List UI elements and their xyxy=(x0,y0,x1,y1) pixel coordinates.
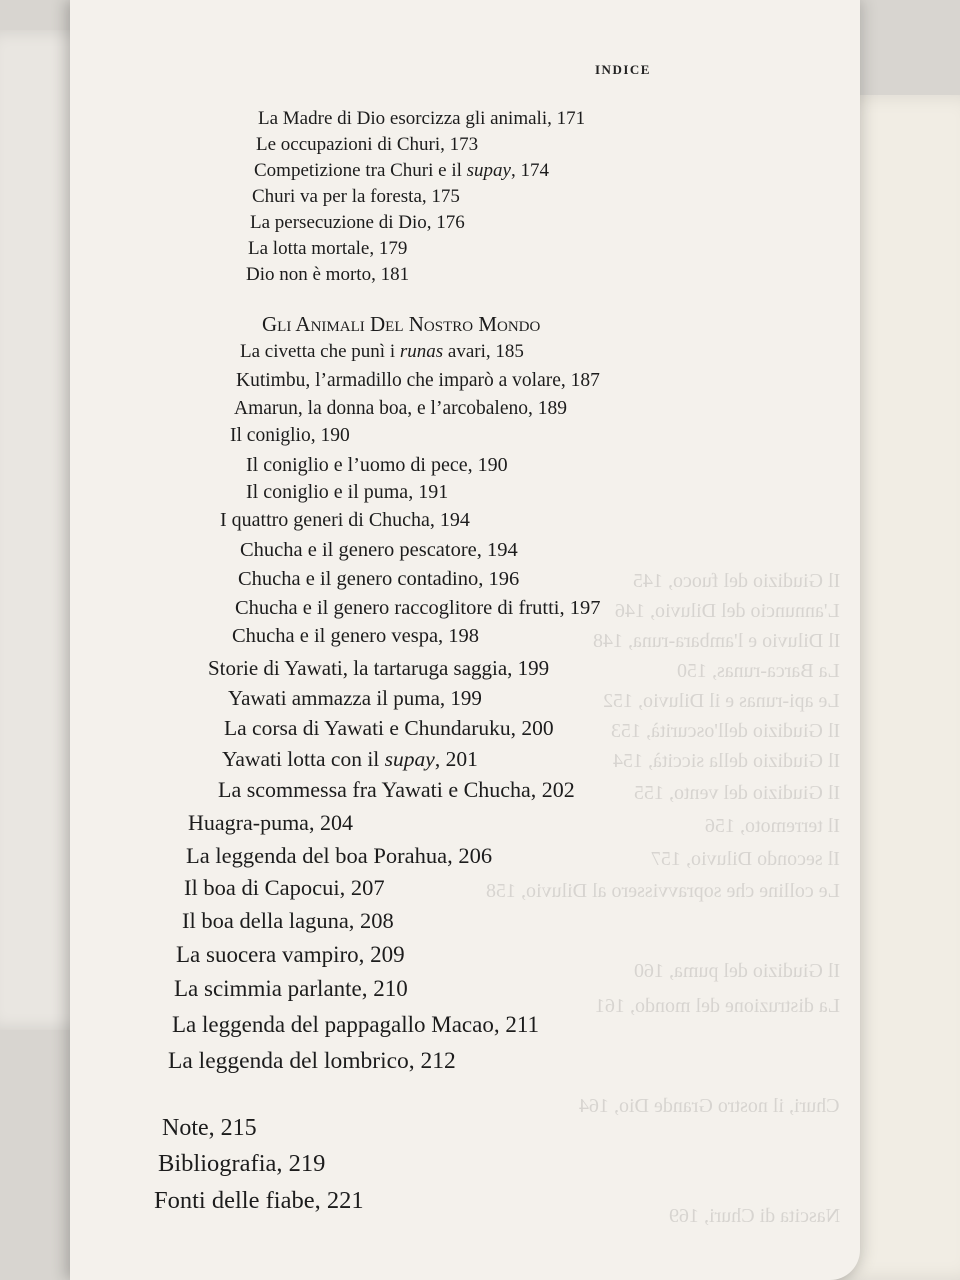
toc-entry: Churi va per la foresta, 175 xyxy=(252,186,460,207)
toc-entry: Amarun, la donna boa, e l’arcobaleno, 189 xyxy=(234,398,568,419)
toc-entry: Dio non è morto, 181 xyxy=(246,264,410,285)
bleed-through-line: Il Giudizio della siccità, 154 xyxy=(612,750,840,772)
toc-entry: La leggenda del pappagallo Macao, 211 xyxy=(172,1012,540,1037)
back-matter-entry: Fonti delle fiabe, 221 xyxy=(154,1187,364,1214)
bleed-through-line: Il secondo Diluvio, 157 xyxy=(651,848,840,870)
toc-entry: La persecuzione di Dio, 176 xyxy=(250,212,465,233)
index-page xyxy=(70,0,860,1280)
toc-entry: Il coniglio, 190 xyxy=(230,425,350,446)
toc-entry: Huagra-puma, 204 xyxy=(188,810,353,835)
bleed-through-line: Il Giudizio del fuoco, 145 xyxy=(632,570,840,592)
running-header: INDICE xyxy=(595,62,651,77)
toc-entry: La lotta mortale, 179 xyxy=(248,238,408,259)
bleed-through-line: Il Giudizio del vento, 155 xyxy=(633,782,840,804)
entry-page-number: , 174 xyxy=(510,160,549,181)
toc-entry: La leggenda del lombrico, 212 xyxy=(168,1048,456,1074)
entry-title-italic: supay xyxy=(384,747,435,771)
toc-entry: Il boa della laguna, 208 xyxy=(182,908,394,933)
entry-title-part: La civetta che punì i xyxy=(240,341,400,362)
toc-entry: La scimmia parlante, 210 xyxy=(174,976,408,1001)
toc-entry: Kutimbu, l’armadillo che imparò a volare, 187 xyxy=(236,370,600,391)
entry-title-italic: runas xyxy=(399,341,444,362)
toc-entry: La corsa di Yawati e Chundaruku, 200 xyxy=(224,716,554,740)
toc-entry: Il coniglio e l’uomo di pece, 190 xyxy=(246,454,508,476)
bleed-through-line: Le api-runas e il Diluvio, 152 xyxy=(603,690,840,712)
toc-entry: Chucha e il genero raccoglitore di frutti, 197 xyxy=(235,597,601,619)
toc-entry: La suocera vampiro, 209 xyxy=(176,942,405,967)
bleed-through-line: La Barca-runas, 150 xyxy=(677,660,840,682)
bleed-through-line: La distruzione del mondo, 161 xyxy=(595,995,840,1017)
back-matter-entry: Note, 215 xyxy=(162,1115,257,1141)
entry-page-number: , 201 xyxy=(434,747,478,771)
bleed-through-line: Il Diluvio e l'ambara-runa, 148 xyxy=(592,630,840,652)
entry-title-part: Yawati lotta con il xyxy=(222,747,385,771)
bleed-through-line: Le colline che sopravvissero al Diluvio, 158 xyxy=(486,880,840,902)
toc-entry: I quattro generi di Chucha, 194 xyxy=(220,509,470,531)
toc-entry: Il coniglio e il puma, 191 xyxy=(246,481,449,503)
toc-entry: La leggenda del boa Porahua, 206 xyxy=(186,843,493,868)
toc-entry: La scommessa fra Yawati e Chucha, 202 xyxy=(218,777,575,802)
bleed-through-line: L'annuncio del Diluvio, 146 xyxy=(615,600,840,622)
toc-entry: Storie di Yawati, la tartaruga saggia, 199 xyxy=(208,656,550,680)
toc-entry: Chucha e il genero pescatore, 194 xyxy=(240,539,518,561)
bleed-through-line: Churi, il nostro Grande Dio, 164 xyxy=(579,1095,840,1117)
toc-entry: Yawati ammazza il puma, 199 xyxy=(228,686,482,710)
toc-entry: La Madre di Dio esorcizza gli animali, 171 xyxy=(258,108,586,129)
toc-entry xyxy=(240,341,524,363)
entry-page-number: avari, 185 xyxy=(443,341,524,362)
toc-entry xyxy=(254,160,549,182)
toc-entry: Le occupazioni di Churi, 173 xyxy=(256,134,479,155)
bleed-through-line: Nascita di Churi, 169 xyxy=(668,1205,840,1227)
back-matter-entry: Bibliografia, 219 xyxy=(158,1150,326,1177)
toc-entry: Chucha e il genero vespa, 198 xyxy=(232,625,480,647)
section-title: Gli Animali Del Nostro Mondo xyxy=(262,312,541,336)
entry-title-part: Competizione tra Churi e il xyxy=(254,160,467,181)
toc-entry: Il boa di Capocui, 207 xyxy=(184,875,385,900)
bleed-through-line: Il Giudizio del puma, 160 xyxy=(633,960,840,982)
bleed-through-line: Il Giudizio dell'oscurità, 153 xyxy=(610,720,840,742)
toc-entry xyxy=(222,747,478,772)
entry-title-italic: supay xyxy=(466,160,511,181)
bleed-through-line: Il terremoto, 156 xyxy=(705,815,840,837)
toc-entry: Chucha e il genero contadino, 196 xyxy=(238,568,520,590)
